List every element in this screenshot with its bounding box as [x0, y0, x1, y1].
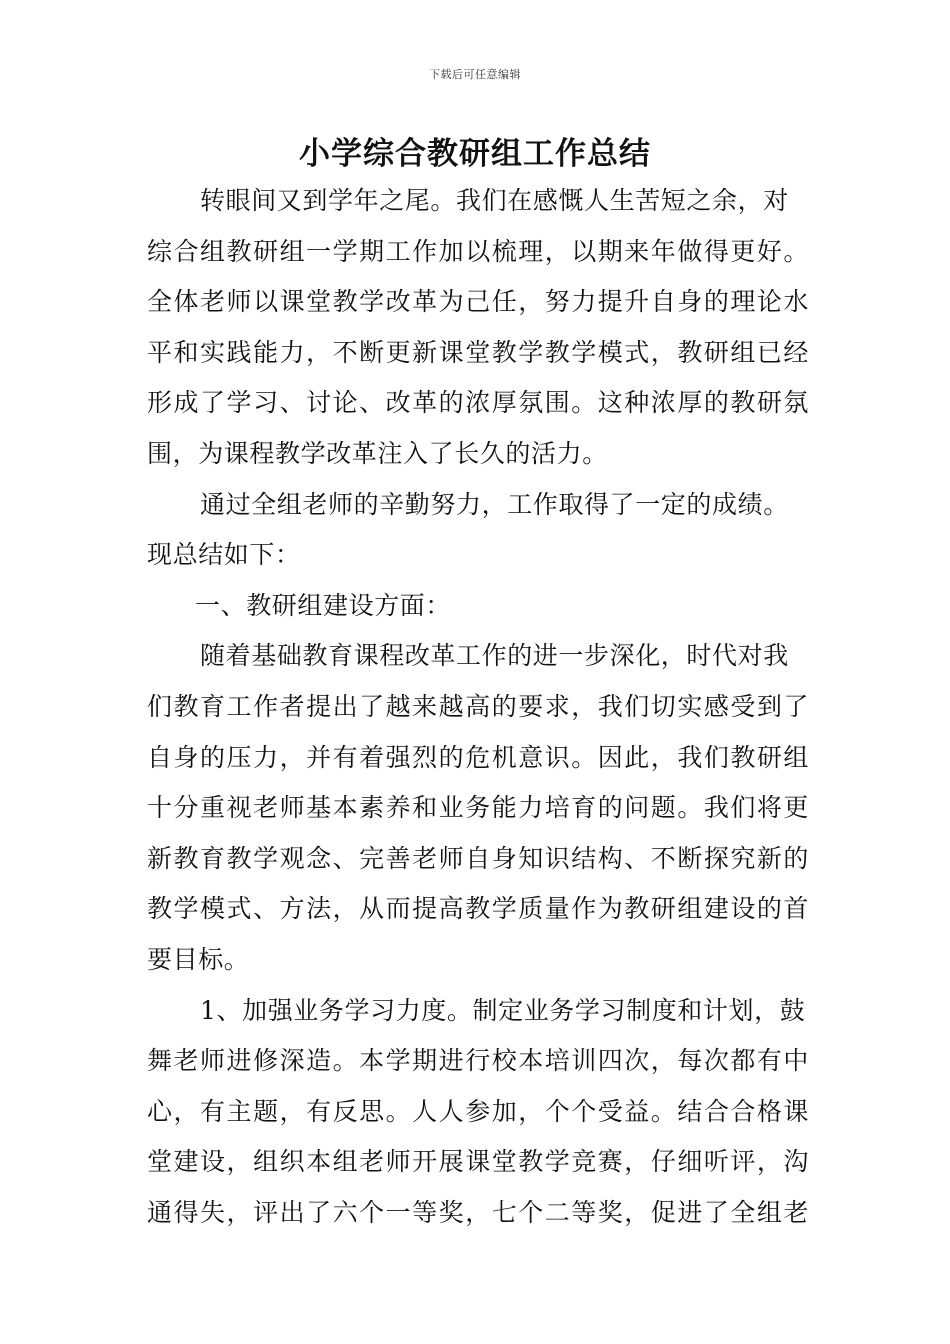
body-line: 自身的压力，并有着强烈的危机意识。因此，我们教研组 [147, 742, 809, 772]
body-line: 舞老师进修深造。本学期进行校本培训四次，每次都有中 [147, 1046, 809, 1076]
body-line: 转眼间又到学年之尾。我们在感慨人生苦短之余，对 [200, 186, 789, 215]
body-line: 形成了学习、讨论、改革的浓厚氛围。这种浓厚的教研氛 [147, 388, 809, 418]
document-body [147, 176, 809, 1238]
body-line: 随着基础教育课程改革工作的进一步深化，时代对我 [200, 641, 789, 671]
body-line: 十分重视老师基本素养和业务能力培育的问题。我们将更 [147, 793, 809, 823]
body-line: 平和实践能力，不断更新课堂教学教学模式，教研组已经 [147, 337, 809, 367]
section-heading: 一、教研组建设方面： [195, 590, 452, 620]
body-line: 教学模式、方法，从而提高教学质量作为教研组建设的首 [147, 894, 809, 924]
body-line: 们教育工作者提出了越来越高的要求，我们切实感受到了 [147, 691, 809, 721]
header-note: 下载后可任意编辑 [429, 68, 521, 81]
body-line: 新教育教学观念、完善老师自身知识结构、不断探究新的 [147, 843, 809, 873]
body-line: 堂建设，组织本组老师开展课堂教学竞赛，仔细听评，沟 [147, 1147, 809, 1177]
document-title: 小学综合教研组工作总结 [299, 136, 651, 172]
body-line: 全体老师以课堂教学改革为己任，努力提升自身的理论水 [147, 287, 809, 317]
body-line: 要目标。 [147, 944, 250, 974]
body-line: 综合组教研组一学期工作加以梳理，以期来年做得更好。 [147, 236, 809, 266]
body-line: 1、加强业务学习力度。制定业务学习制度和计划，鼓 [200, 995, 806, 1025]
body-line: 心，有主题，有反思。人人参加，个个受益。结合合格课 [147, 1096, 809, 1126]
body-line: 现总结如下： [147, 540, 301, 570]
body-line: 通得失，评出了六个一等奖，七个二等奖，促进了全组老 [147, 1197, 809, 1227]
body-line: 通过全组老师的辛勤努力，工作取得了一定的成绩。 [200, 489, 789, 519]
body-line: 围，为课程教学改革注入了长久的活力。 [147, 438, 608, 468]
